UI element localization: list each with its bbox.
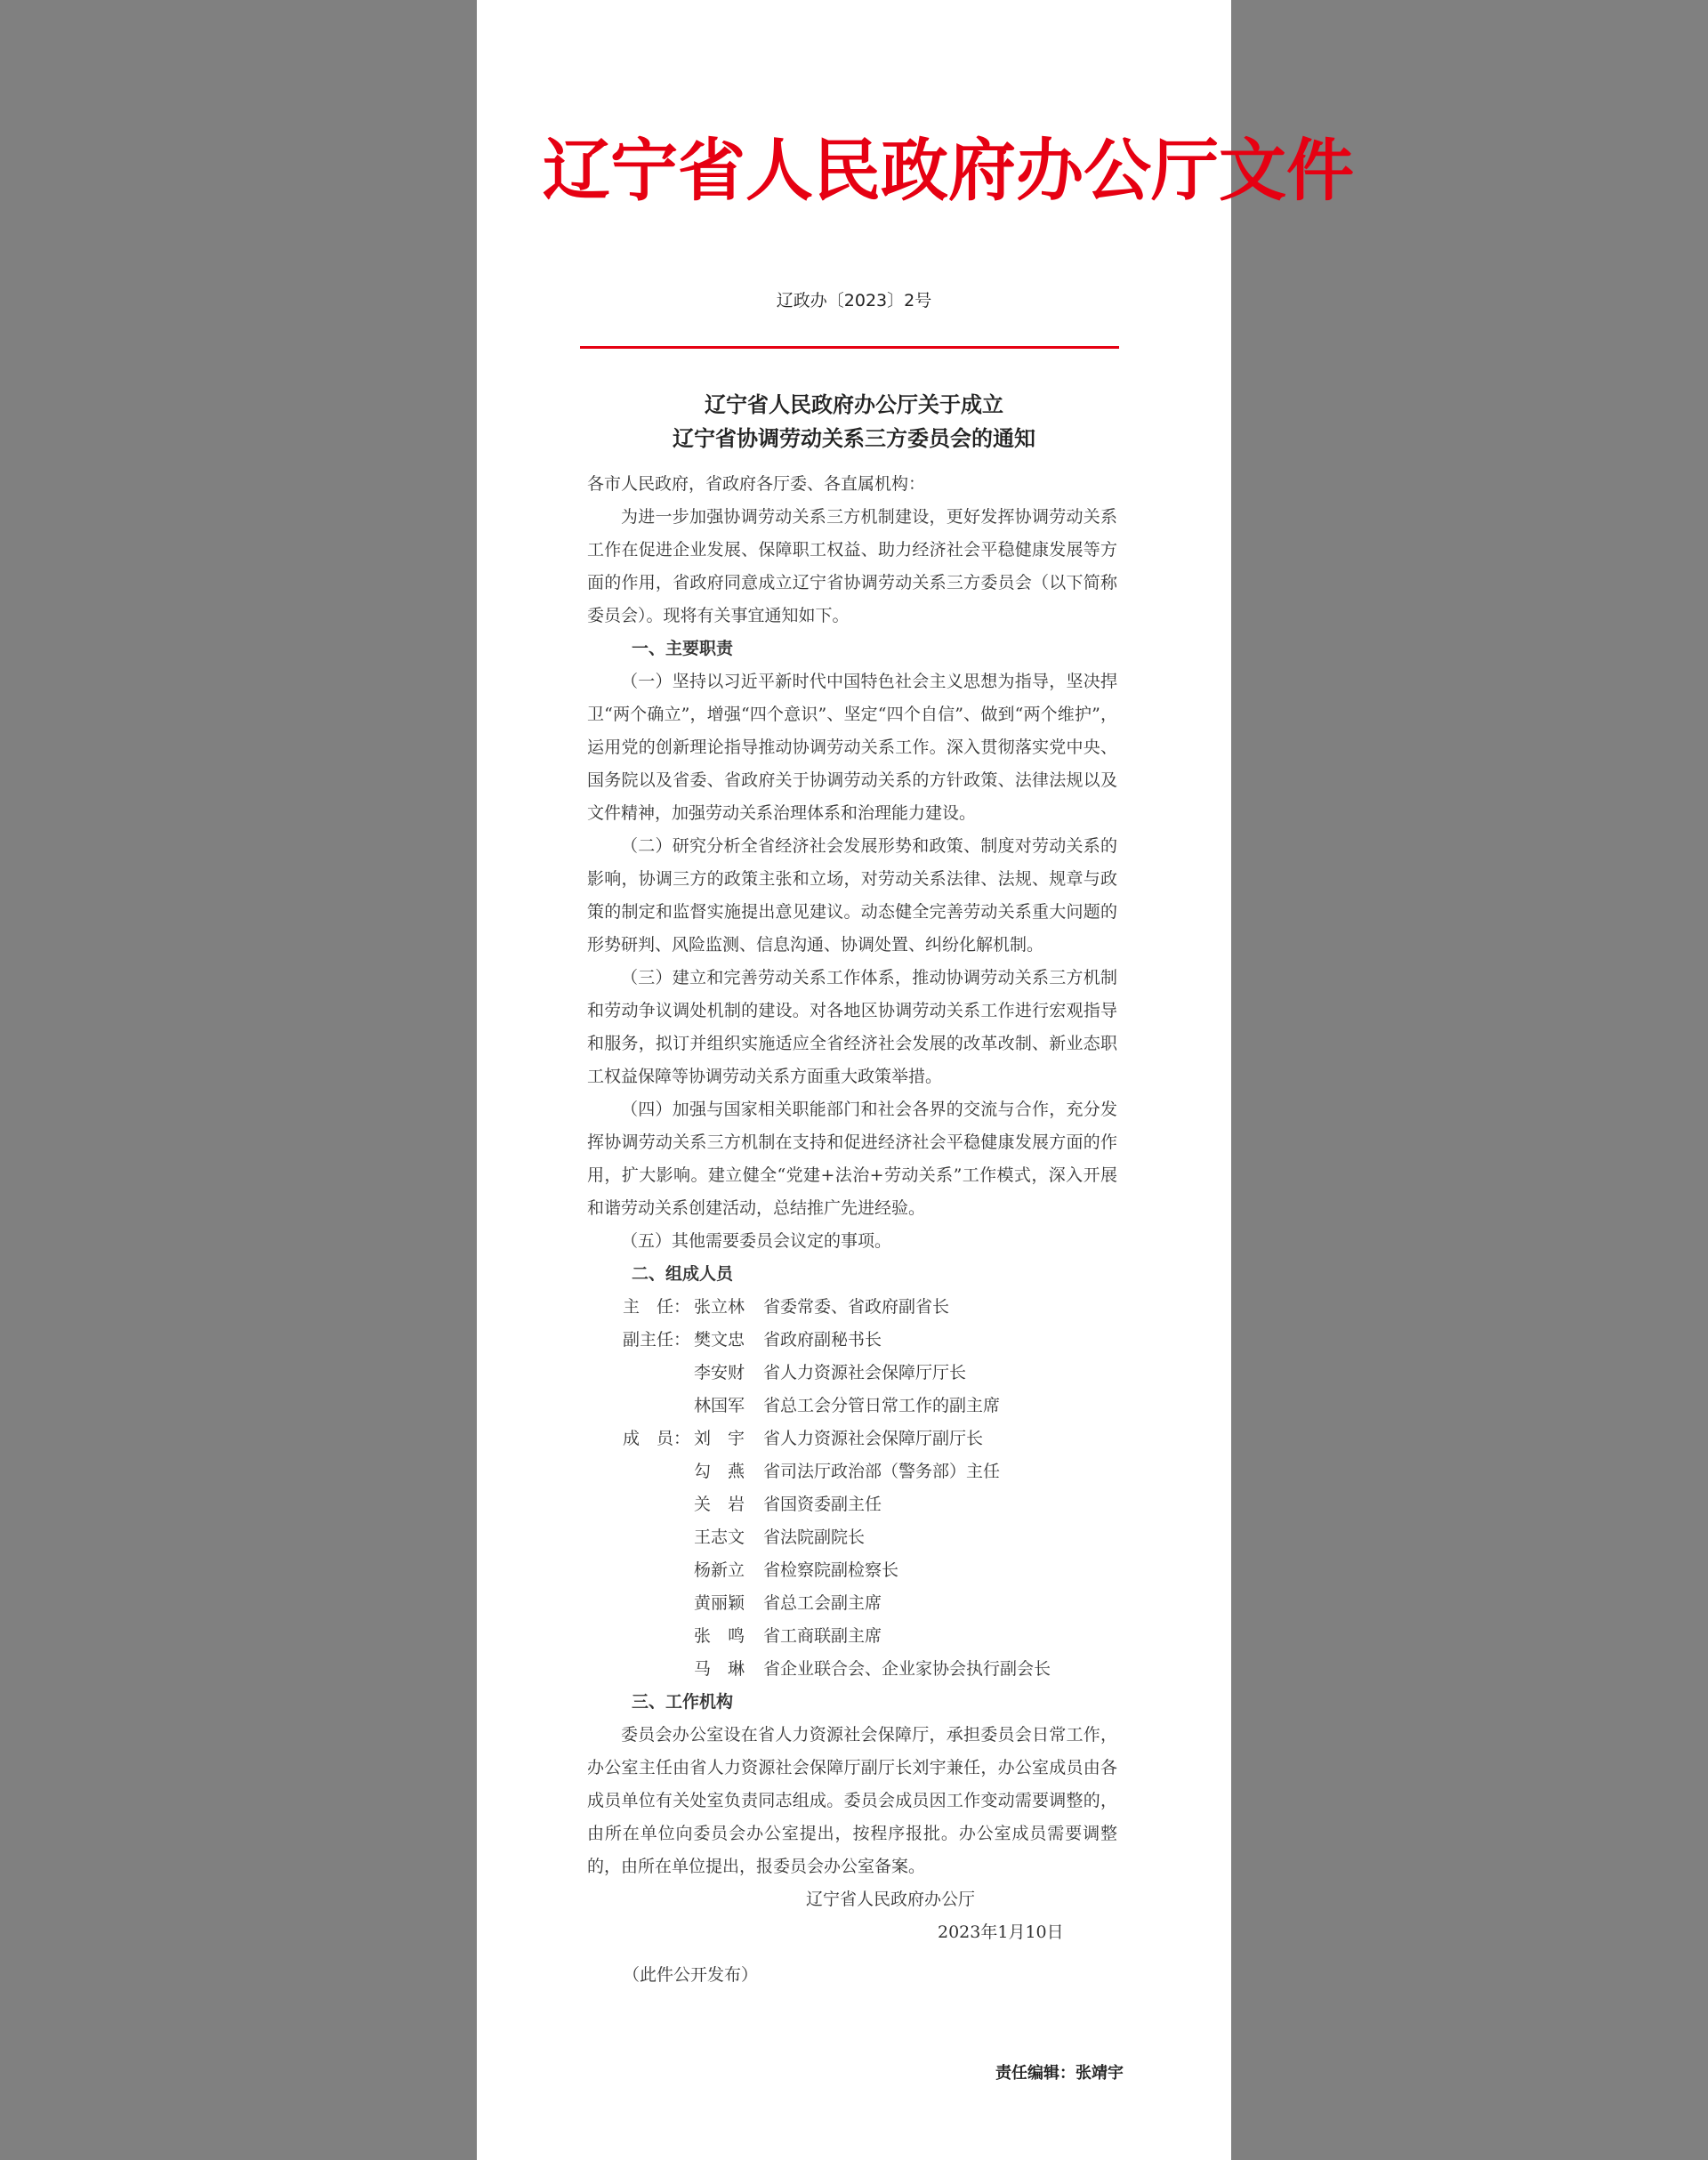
member-row (623, 1324, 1051, 1357)
duty-item-5: （五）其他需要委员会议定的事项。 (621, 1231, 892, 1251)
member-row (623, 1521, 1051, 1554)
member-table (623, 1291, 1051, 1686)
member-role (623, 1390, 694, 1423)
member-title: 省检察院副检察长 (763, 1560, 899, 1580)
member-row (623, 1357, 1051, 1390)
section-1-heading: 一、主要职责 (632, 639, 734, 658)
document-body (587, 468, 1117, 1992)
member-row (623, 1653, 1051, 1686)
title-line-1: 辽宁省人民政府办公厅关于成立 (705, 391, 1003, 417)
duty-item-2: （二）研究分析全省经济社会发展形势和政策、制度对劳动关系的影响，协调三方的政策主张和立场，对劳动关系法律、法规、规章与政策的制定和监督实施提出意见建议。动态健全完善劳动关系重大问题的形势研判、风险监测、信息沟通、协调处置、纠纷化解机制。 (587, 836, 1117, 955)
member-role (623, 1357, 694, 1390)
title-line-2: 辽宁省协调劳动关系三方委员会的通知 (673, 425, 1035, 451)
section-3-heading: 三、工作机构 (632, 1692, 734, 1712)
member-title: 省委常委、省政府副省长 (763, 1297, 950, 1317)
member-title: 省司法厅政治部（警务部）主任 (763, 1462, 1001, 1481)
issuing-authority: 辽宁省人民政府办公厅 (806, 1890, 976, 1909)
member-row (623, 1291, 1051, 1324)
duty-item-1: （一）坚持以习近平新时代中国特色社会主义思想为指导，坚决捍卫“两个确立”，增强“四个意识”、坚定“四个自信”、做到“两个维护”，运用党的创新理论指导推动协调劳动关系工作。深入贯彻落实党中央、国务院以及省委、省政府关于协调劳动关系的方针政策、法律法规以及文件精神，加强劳动关系治理体系和治理能力建设。 (587, 672, 1117, 823)
document-page (477, 0, 1354, 2160)
member-name: 樊文忠 (694, 1330, 745, 1350)
member-title: 省工商联副主席 (763, 1626, 882, 1646)
member-role (623, 1521, 694, 1554)
issue-date: 2023年1月10日 (938, 1922, 1064, 1942)
member-name: 关 岩 (694, 1495, 745, 1514)
member-title: 省政府副秘书长 (763, 1330, 882, 1350)
member-title: 省总工会副主席 (763, 1593, 882, 1613)
member-title: 省总工会分管日常工作的副主席 (763, 1396, 1001, 1415)
member-row (623, 1390, 1051, 1423)
member-name: 勾 燕 (694, 1462, 745, 1481)
member-title: 省人力资源社会保障厅副厅长 (763, 1429, 984, 1448)
member-row (623, 1423, 1051, 1455)
member-role (623, 1587, 694, 1620)
member-role (623, 1488, 694, 1521)
member-name: 张立林 (694, 1297, 745, 1317)
member-name: 李安财 (694, 1363, 745, 1382)
member-name: 黄丽颖 (694, 1593, 745, 1613)
member-name: 张 鸣 (694, 1626, 745, 1646)
member-title: 省人力资源社会保障厅厅长 (763, 1363, 967, 1382)
public-release-note: （此件公开发布） (623, 1965, 759, 1985)
document-masthead: 辽宁省人民政府办公厅文件 (543, 131, 1354, 210)
intro-paragraph: 为进一步加强协调劳动关系三方机制建设，更好发挥协调劳动关系工作在促进企业发展、保障职工权益、助力经济社会平稳健康发展等方面的作用，省政府同意成立辽宁省协调劳动关系三方委员会（以下简称委员会）。现将有关事宜通知如下。 (587, 507, 1117, 625)
member-name: 林国军 (694, 1396, 745, 1415)
member-row (623, 1620, 1051, 1653)
member-role: 成 员： (623, 1429, 691, 1448)
member-name: 杨新立 (694, 1560, 745, 1580)
member-name: 刘 宇 (694, 1429, 745, 1448)
member-role (623, 1554, 694, 1587)
member-title: 省企业联合会、企业家协会执行副会长 (763, 1659, 1051, 1679)
member-role (623, 1653, 694, 1686)
section-2-heading: 二、组成人员 (632, 1264, 734, 1284)
salutation: 各市人民政府，省政府各厅委、各直属机构： (587, 474, 926, 494)
member-role (623, 1620, 694, 1653)
office-paragraph: 委员会办公室设在省人力资源社会保障厅，承担委员会日常工作，办公室主任由省人力资源社会保障厅副厅长刘宇兼任，办公室成员由各成员单位有关处室负责同志组成。委员会成员因工作变动需要调整的，由所在单位向委员会办公室提出，按程序报批。办公室成员需要调整的，由所在单位提出，报委员会办公室备案。 (587, 1725, 1117, 1876)
member-title: 省国资委副主任 (763, 1495, 882, 1514)
member-role: 主 任： (623, 1297, 691, 1317)
red-divider-line (580, 346, 1119, 349)
document-number: 辽政办〔2023〕2号 (776, 291, 932, 310)
duty-item-4: （四）加强与国家相关职能部门和社会各界的交流与合作，充分发挥协调劳动关系三方机制在支持和促进经济社会平稳健康发展方面的作用，扩大影响。建立健全“党建+法治+劳动关系”工作模式，深入开展和谐劳动关系创建活动，总结推广先进经验。 (587, 1100, 1117, 1218)
member-role: 副主任： (623, 1330, 691, 1350)
member-row (623, 1488, 1051, 1521)
member-role (623, 1455, 694, 1488)
duty-item-3: （三）建立和完善劳动关系工作体系，推动协调劳动关系三方机制和劳动争议调处机制的建设。对各地区协调劳动关系工作进行宏观指导和服务，拟订并组织实施适应全省经济社会发展的改革改制、新业态职工权益保障等协调劳动关系方面重大政策举措。 (587, 968, 1117, 1086)
document-title (477, 388, 1231, 455)
member-row (623, 1554, 1051, 1587)
member-row (623, 1587, 1051, 1620)
member-row (623, 1455, 1051, 1488)
responsible-editor: 责任编辑：张靖宇 (995, 2064, 1124, 2083)
member-name: 马 琳 (694, 1659, 745, 1679)
member-title: 省法院副院长 (763, 1527, 866, 1547)
member-name: 王志文 (694, 1527, 745, 1547)
